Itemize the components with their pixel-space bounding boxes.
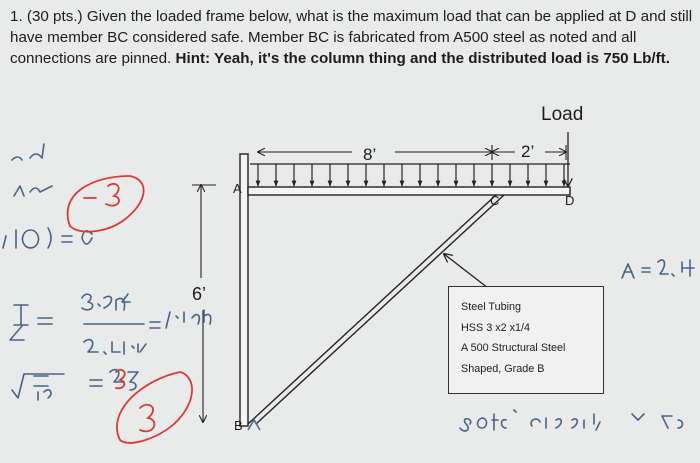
member-spec-box <box>448 286 604 394</box>
spec-line-4: Shaped, Grade B <box>461 362 545 375</box>
problem-hint: Hint: Yeah, it's the column thing and the distributed load is 750 Lb/ft. <box>175 50 670 67</box>
spec-line-3: A 500 Structural Steel <box>461 342 566 354</box>
distributed-load-arrows <box>250 164 570 186</box>
dimension-6-label: 6’ <box>192 284 207 304</box>
problem-text: 1. (30 pts.) Given the loaded frame below, what is the maximum load that can be applied at D and still have member BC considered safe. Member BC is fabricated from A500 steel as noted and all connections are pinned. <box>10 8 693 67</box>
dimension-8-label: 8’ <box>363 145 377 164</box>
spec-line-2: HSS 3 x2 x1/4 <box>461 321 531 334</box>
note-pointer <box>444 254 488 288</box>
point-c-label: C <box>490 193 500 208</box>
beam-ad <box>248 187 570 195</box>
spec-line-1: Steel Tubing <box>461 301 522 313</box>
handwritten-notes-left <box>3 144 211 400</box>
dimension-2-label: 2’ <box>521 142 535 161</box>
point-b-label: B <box>234 418 243 433</box>
load-label: Load <box>541 104 584 125</box>
point-d-label: D <box>565 193 575 208</box>
point-a-label: A <box>233 181 242 196</box>
